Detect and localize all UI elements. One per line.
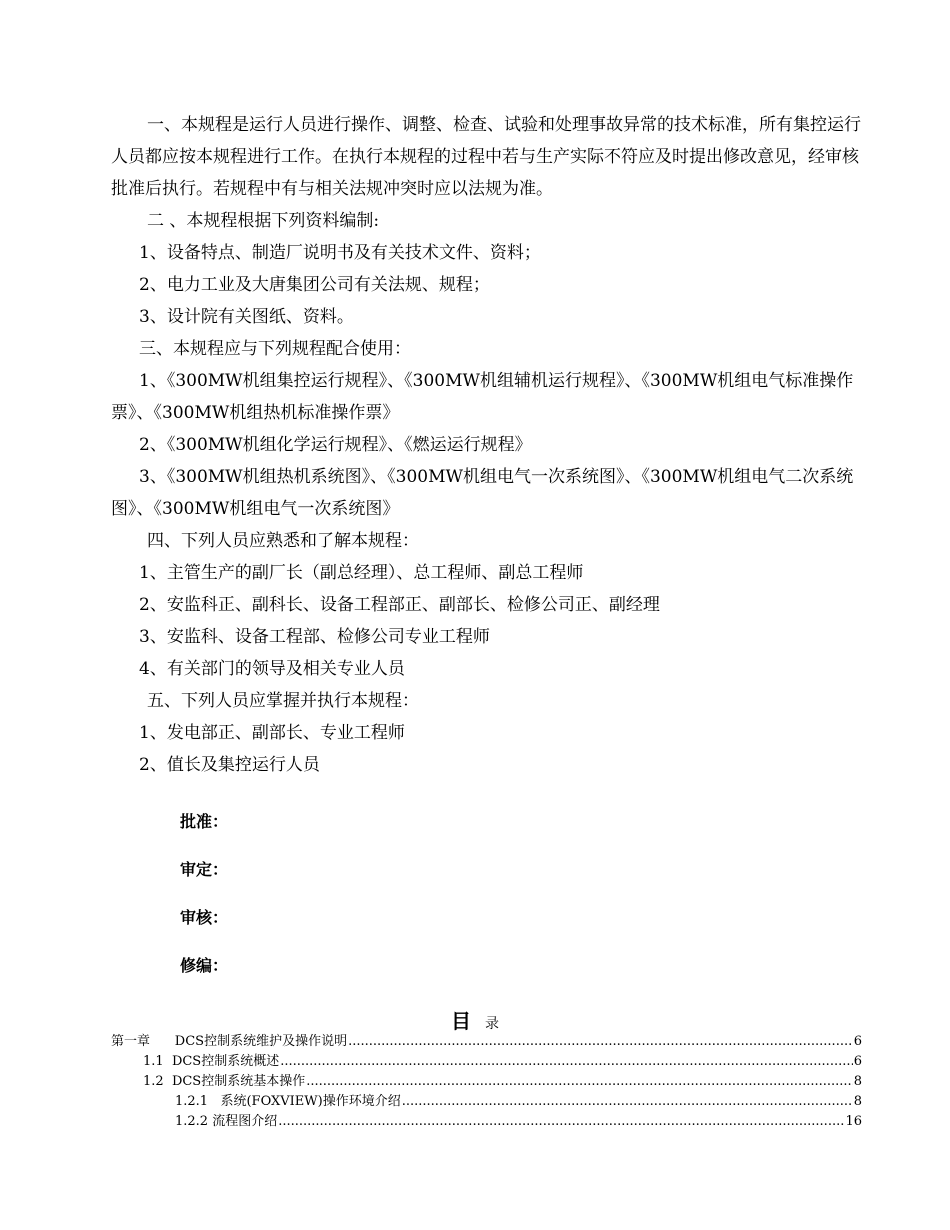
edit-label: 修编： <box>180 956 229 975</box>
table-of-contents <box>111 1032 862 1132</box>
toc-leader-dots <box>348 1032 853 1052</box>
toc-entry-page: 6 <box>853 1034 862 1049</box>
paragraph-4-item-4: 4、有关部门的领导及相关专业人员 <box>139 659 405 679</box>
toc-title <box>0 1005 950 1034</box>
toc-entry-label: 1.2.2 流程图介绍 <box>175 1114 278 1129</box>
toc-leader-dots <box>278 1112 844 1132</box>
toc-leader-dots <box>306 1072 853 1092</box>
toc-entry-label: 1.2 DCS控制系统基本操作 <box>143 1074 306 1089</box>
toc-entry-label: 1.1 DCS控制系统概述 <box>143 1054 280 1069</box>
toc-entry-1-1[interactable] <box>111 1052 862 1072</box>
toc-entry-label: 第一章 DCS控制系统维护及操作说明 <box>111 1034 348 1049</box>
paragraph-5-item-1: 1、发电部正、副部长、专业工程师 <box>139 723 405 743</box>
toc-entry-page: 8 <box>853 1074 862 1089</box>
check-label: 审核： <box>180 908 229 927</box>
paragraph-3-item-2: 2、《300MW机组化学运行规程》、《燃运运行规程》 <box>139 435 532 455</box>
paragraph-4-heading: 四、下列人员应熟悉和了解本规程： <box>147 531 419 551</box>
paragraph-3-item-1: 1、《300MW机组集控运行规程》、《300MW机组辅机运行规程》、《300MW机组电气标准操作票》、《300MW机组热机标准操作票》 <box>111 371 854 423</box>
review-label: 审定： <box>180 860 229 879</box>
toc-leader-dots <box>402 1092 853 1112</box>
toc-title-sub: 录 <box>485 1016 499 1032</box>
paragraph-2-item-2: 2、电力工业及大唐集团公司有关法规、规程； <box>139 275 490 295</box>
toc-entry-page: 16 <box>845 1114 862 1129</box>
toc-entry-label: 1.2.1 系统(FOXVIEW)操作环境介绍 <box>175 1094 401 1109</box>
paragraph-5-item-2: 2、值长及集控运行人员 <box>139 755 320 775</box>
approve-label: 批准： <box>180 812 229 831</box>
signature-block <box>180 806 228 998</box>
toc-entry-chapter-1[interactable] <box>111 1032 862 1052</box>
paragraph-3-heading: 三、本规程应与下列规程配合使用： <box>139 339 411 359</box>
toc-entry-1-2-1[interactable] <box>111 1092 862 1112</box>
paragraph-2-item-3: 3、设计院有关图纸、资料。 <box>139 307 354 327</box>
paragraph-4-item-2: 2、安监科正、副科长、设备工程部正、副部长、检修公司正、副经理 <box>139 595 660 615</box>
paragraph-5-heading: 五、下列人员应掌握并执行本规程： <box>147 691 419 711</box>
toc-title-main: 目 <box>451 1009 471 1033</box>
body-text <box>111 109 861 781</box>
toc-leader-dots <box>280 1052 853 1072</box>
toc-entry-1-2[interactable] <box>111 1072 862 1092</box>
paragraph-3-item-3: 3、《300MW机组热机系统图》、《300MW机组电气一次系统图》、《300MW机组电气二次系统图》、《300MW机组电气一次系统图》 <box>111 467 854 519</box>
paragraph-2-item-1: 1、设备特点、制造厂说明书及有关技术文件、资料； <box>139 243 541 263</box>
paragraph-4-item-1: 1、主管生产的副厂长（副总经理）、总工程师、副总工程师 <box>139 563 584 583</box>
paragraph-4-item-3: 3、安监科、设备工程部、检修公司专业工程师 <box>139 627 490 647</box>
paragraph-1: 一、本规程是运行人员进行操作、调整、检查、试验和处理事故异常的技术标准，所有集控运行人员都应按本规程进行工作。在执行本规程的过程中若与生产实际不符应及时提出修改意见，经审核批准后执行。若规程中有与相关法规冲突时应以法规为准。 <box>111 115 861 199</box>
paragraph-2-heading: 二 、本规程根据下列资料编制: <box>147 211 380 231</box>
toc-entry-1-2-2[interactable] <box>111 1112 862 1132</box>
toc-entry-page: 6 <box>853 1054 862 1069</box>
toc-entry-page: 8 <box>853 1094 862 1109</box>
